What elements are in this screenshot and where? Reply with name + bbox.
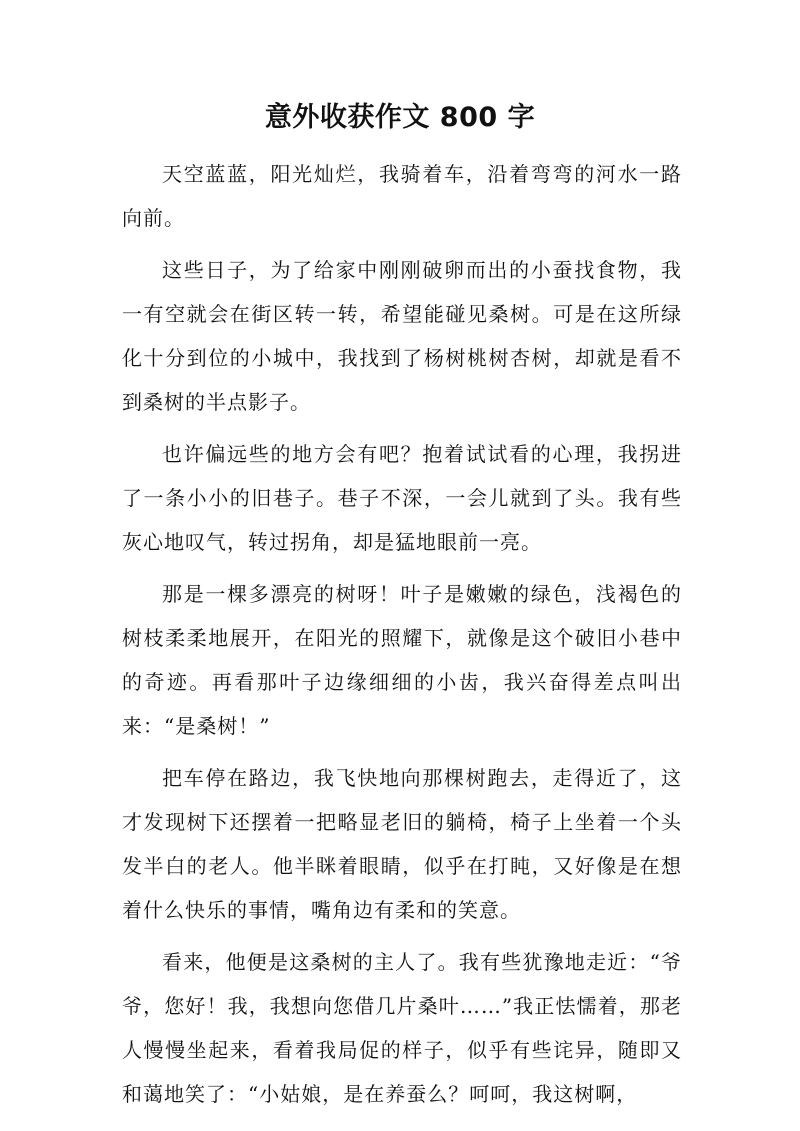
document-title: 意外收获作文 800 字	[264, 102, 536, 133]
paragraph: 那是一棵多漂亮的树呀！叶子是嫩嫩的绿色，浅褐色的树枝柔柔地展开，在阳光的照耀下，就像是这个破旧小巷中的奇迹。再看那叶子边缘细细的小齿，我兴奋得差点叫出来：“是桑树！”	[122, 582, 682, 738]
paragraph: 把车停在路边，我飞快地向那棵树跑去，走得近了，这才发现树下还摆着一把略显老旧的躺椅，椅子上坐着一个头发半白的老人。他半眯着眼睛，似乎在打盹，又好像是在想着什么快乐的事情，嘴角边有柔和的笑意。	[122, 766, 682, 922]
document-body	[122, 152, 682, 1124]
paragraph: 天空蓝蓝，阳光灿烂，我骑着车，沿着弯弯的河水一路向前。	[122, 162, 682, 230]
paragraph: 看来，他便是这桑树的主人了。我有些犹豫地走近：“爷爷，您好！我，我想向您借几片桑叶……”我正怯懦着，那老人慢慢坐起来，看着我局促的样子，似乎有些诧异，随即又和蔼地笑了：“小姑娘，是在养蚕么？呵呵，我这树啊，	[122, 950, 682, 1106]
paragraph: 也许偏远些的地方会有吧？抱着试试看的心理，我拐进了一条小小的旧巷子。巷子不深，一会儿就到了头。我有些灰心地叹气，转过拐角，却是猛地眼前一亮。	[122, 442, 682, 554]
paragraph: 这些日子，为了给家中刚刚破卵而出的小蚕找食物，我一有空就会在街区转一转，希望能碰见桑树。可是在这所绿化十分到位的小城中，我找到了杨树桃树杏树，却就是看不到桑树的半点影子。	[122, 258, 682, 414]
